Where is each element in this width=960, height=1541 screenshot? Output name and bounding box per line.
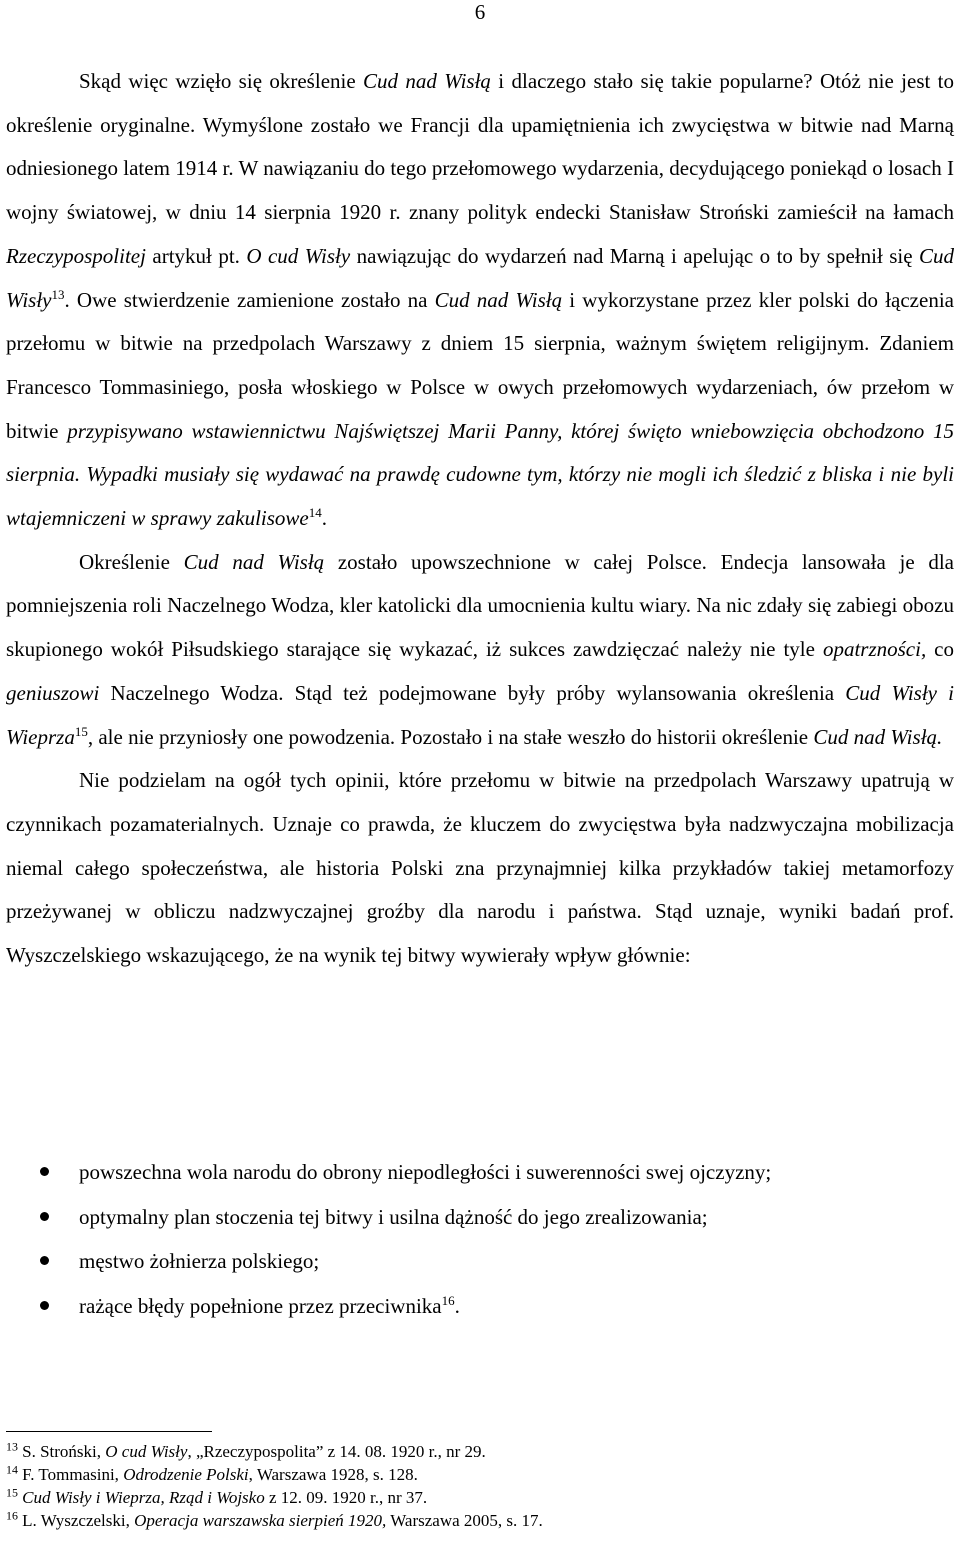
italic-text: Operacja warszawska sierpień 1920, xyxy=(134,1511,387,1530)
italic-text: geniuszowi xyxy=(6,680,100,705)
list-item-text xyxy=(79,1294,460,1318)
italic-text: Odrodzenie Polski xyxy=(123,1465,249,1484)
text-run: męstwo żołnierza polskiego; xyxy=(79,1249,320,1273)
bullet-icon xyxy=(40,1212,49,1221)
footnote-reference: 14 xyxy=(308,504,322,520)
italic-text: Cud Wisły xyxy=(6,243,954,312)
paragraph xyxy=(6,759,954,978)
footnote-reference: 14 xyxy=(6,1462,18,1477)
italic-text: Cud Wisły i Wieprza, Rząd i Wojsko xyxy=(22,1488,265,1507)
text-run: nawiązując do wydarzeń nad Marną i apelując o to by spełnił się xyxy=(350,243,919,268)
list-item xyxy=(6,1284,954,1329)
footnote-reference: 13 xyxy=(6,1439,18,1454)
italic-text: Cud Wisły i Wieprza xyxy=(6,680,954,749)
footnote-reference: 16 xyxy=(6,1508,18,1523)
italic-text: Cud nad Wisłą xyxy=(183,549,325,574)
text-run: Skąd więc wzięło się określenie xyxy=(79,69,364,93)
text-run: zostało upowszechnione w całej Polsce. Endecja lansowała je dla pomniejszenia roli Naczelnego Wodza, kler katolicki dla umocnienia kultu wiary. Na nic zdały się zabiegi obozu skupionego wokół Piłsudskiego starające się wykazać, iż sukces zawdzięczać należy nie tyle xyxy=(6,549,954,662)
text-run: Warszawa 2005, s. 17. xyxy=(386,1511,543,1530)
footnote xyxy=(6,1440,954,1463)
text-run: . Owe stwierdzenie zamienione zostało na xyxy=(64,287,435,312)
text-run: rażące błędy popełnione przez przeciwnika xyxy=(79,1293,442,1318)
italic-text: opatrzności, xyxy=(822,637,927,662)
paragraph xyxy=(6,60,954,541)
footnote-reference: 15 xyxy=(74,723,88,739)
footnote xyxy=(6,1486,954,1509)
text-run: . xyxy=(321,506,328,531)
list-item-text xyxy=(79,1249,319,1273)
footnote xyxy=(6,1463,954,1486)
text-run: i dlaczego stało się takie popularne? Otóż nie jest to określenie oryginalne. Wymyślone zostało we Francji dla upamiętnienia ich zwycięstwa w bitwie nad Marną odniesionego latem 1914 r. W nawiązaniu do tego przełomowego wydarzenia, decydującego poniekąd o losach I wojny światowej, w dniu 14 sierpnia 1920 r. znany polityk endecki Stanisław Stroński zamieścił na łamach xyxy=(6,69,955,225)
footnote-divider xyxy=(6,1431,212,1432)
list-item xyxy=(6,1150,954,1195)
text-run: co xyxy=(926,637,954,662)
text-run: artykuł pt. xyxy=(145,243,247,268)
text-run: Naczelnego Wodza. Stąd też podejmowane były próby wylansowania określenia xyxy=(99,680,846,705)
bullet-icon xyxy=(40,1167,49,1176)
bullet-icon xyxy=(40,1256,49,1265)
list-item-text xyxy=(79,1205,708,1229)
text-run: , „Rzeczypospolita” z 14. 08. 1920 r., nr 29. xyxy=(187,1442,486,1461)
text-run: , ale nie przyniosły one powodzenia. Pozostało i na stałe weszło do historii określenie xyxy=(87,724,814,749)
list-item-text xyxy=(79,1160,771,1184)
footnote-reference: 13 xyxy=(51,286,65,302)
footnote-reference: 16 xyxy=(441,1292,455,1308)
body-text xyxy=(6,60,954,978)
italic-text: Cud nad Wisłą. xyxy=(813,724,943,749)
footnote-reference: 15 xyxy=(6,1485,18,1500)
italic-text: Rzeczypospolitej xyxy=(6,243,146,268)
text-run: Nie podzielam na ogół tych opinii, które przełomu w bitwie na przedpolach Warszawy upatrują w czynnikach pozamaterialnych. Uznaje co prawda, że kluczem do zwycięstwa była nadzwyczajna mobilizacja niemal całego społeczeństwa, ale historia Polski zna przynajmniej kilka przykładów takiej metamorfozy przeżywanej w obliczu nadzwyczajnej groźby dla narodu i państwa. Stąd uznaje, wyniki badań prof. Wyszczelskiego wskazującego, że na wynik tej bitwy wywierały wpływ głównie: xyxy=(6,768,954,968)
text-run: Określenie xyxy=(79,549,184,574)
italic-text: O cud Wisły xyxy=(105,1442,188,1461)
text-run: F. Tommasini, xyxy=(17,1465,124,1484)
italic-text: Cud nad Wisłą xyxy=(434,287,563,312)
list-item xyxy=(6,1239,954,1284)
text-run: optymalny plan stoczenia tej bitwy i usilna dążność do jego zrealizowania; xyxy=(79,1204,708,1229)
text-run: powszechna wola narodu do obrony niepodległości i suwerenności swej ojczyzny; xyxy=(79,1160,772,1184)
list-item xyxy=(6,1195,954,1240)
text-run: , Warszawa 1928, s. 128. xyxy=(248,1465,418,1484)
text-run: i wykorzystane przez kler polski do łączenia przełomu w bitwie na przedpolach Warszawy z dniem 15 sierpnia, ważnym świętem religijnym. Zdaniem Francesco Tommasiniego, posła włoskiego w Polsce w owych przełomowych wydarzeniach, ów przełom w bitwie xyxy=(6,287,954,443)
footnote xyxy=(6,1509,954,1532)
text-run: . xyxy=(454,1293,460,1318)
page-number: 6 xyxy=(474,0,486,24)
footnotes xyxy=(6,1440,954,1532)
text-run: S. Stroński, xyxy=(17,1442,106,1461)
bullet-icon xyxy=(40,1301,49,1310)
text-run: L. Wyszczelski, xyxy=(17,1511,135,1530)
text-run: z 12. 09. 1920 r., nr 37. xyxy=(264,1488,428,1507)
italic-text: O cud Wisły xyxy=(246,243,351,268)
paragraph xyxy=(6,541,954,760)
italic-text: przypisywano wstawiennictwu Najświętszej Marii Panny, której święto wniebowzięcia obchodzono 15 sierpnia. Wypadki musiały się wydawać na prawdę cudowne tym, którzy nie mogli ich śledzić z bliska i nie byli wtajemniczeni w sprawy zakulisowe xyxy=(6,418,954,531)
bullet-list xyxy=(6,1150,954,1328)
italic-text: Cud nad Wisłą xyxy=(363,69,491,93)
